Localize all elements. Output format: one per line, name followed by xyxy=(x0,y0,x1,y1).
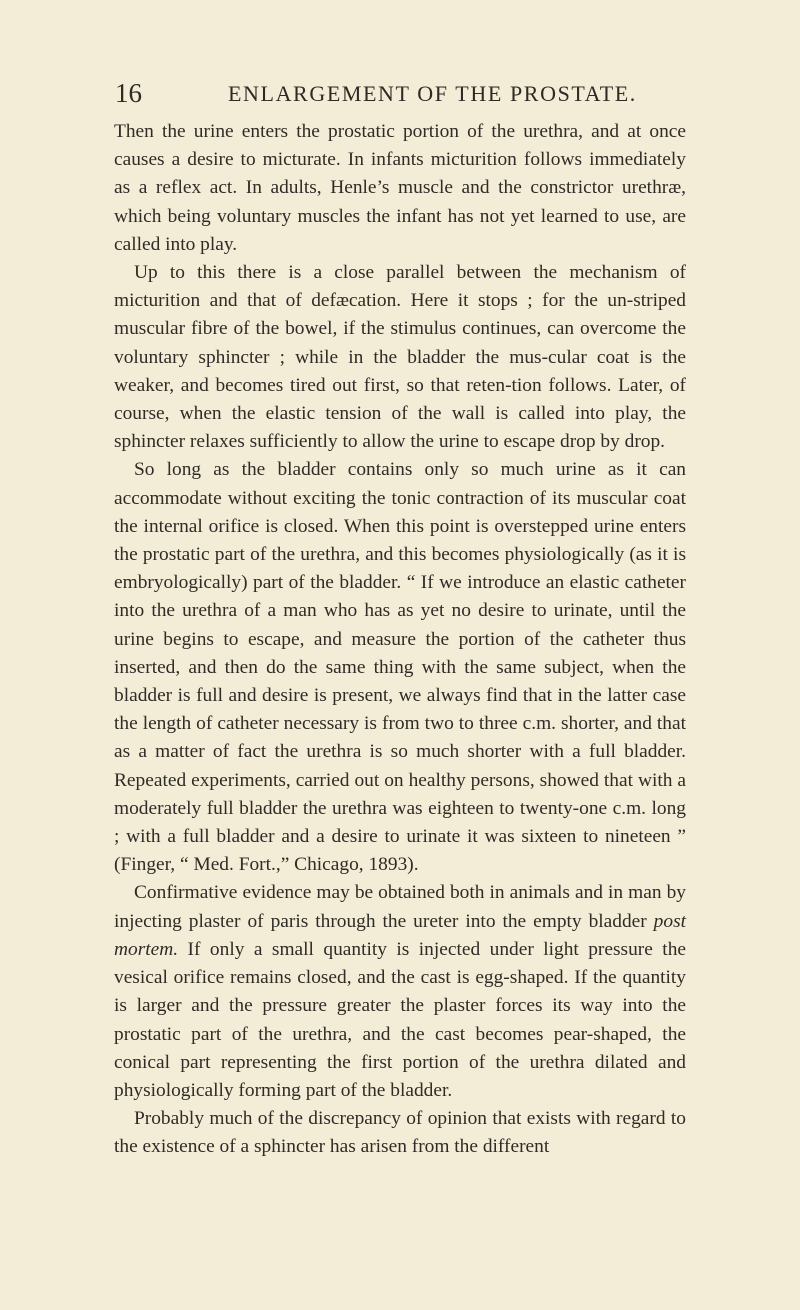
paragraph-4 xyxy=(114,879,686,1105)
paragraph-1: Then the urine enters the prostatic portion of the urethra, and at once causes a desire to micturate. In infants micturition follows immediately as a reflex act. In adults, Henle’s muscle and the constrictor urethræ, which being voluntary muscles the infant has not yet learned to use, are called into play. xyxy=(114,121,686,255)
body-text xyxy=(114,118,686,1162)
page-header xyxy=(115,78,715,114)
running-title: ENLARGEMENT OF THE PROSTATE. xyxy=(228,81,637,106)
paragraph-4-end: If only a small quantity is injected under light pressure the vesical orifice remains closed, and the cast is egg-shaped. If the quantity is larger and the pressure greater the plaster forces its way into the prostatic part of the urethra, and the cast becomes pear-shaped, the conical part representing the first portion of the urethra dilated and physiologically forming part of the bladder. xyxy=(114,938,686,1101)
paragraph-5: Probably much of the discrepancy of opinion that exists with regard to the existence of a sphincter has arisen from the different xyxy=(114,1108,686,1158)
paragraph-3: So long as the bladder contains only so much urine as it can accommodate without exciting the tonic contraction of its muscular coat the internal orifice is closed. When this point is overstepped urine enters the prostatic part of the urethra, and this becomes physiologically (as it is embryologically) part of the bladder. “ If we introduce an elastic catheter into the urethra of a man who has as yet no desire to urinate, until the urine begins to escape, and measure the portion of the catheter thus inserted, and then do the same thing with the same subject, when the bladder is full and desire is present, we always find that in the latter case the length of catheter necessary is from two to three c.m. shorter, and that as a matter of fact the urethra is so much shorter with a full bladder. Repeated experiments, carried out on healthy persons, showed that with a moderately full bladder the urethra was eighteen to twenty-one c.m. long ; with a full bladder and a desire to urinate it was sixteen to nineteen ” (Finger, “ Med. Fort.,” Chicago, 1893). xyxy=(114,459,686,876)
italic-post-mortem: post mortem. xyxy=(114,910,686,960)
paragraph-4-start: Confirmative evidence may be obtained both in animals and in man by injecting plaster of paris through the ureter into the empty bladder xyxy=(114,882,686,932)
page-number: 16 xyxy=(115,78,142,108)
paragraph-2: Up to this there is a close parallel between the mechanism of micturition and that of defæcation. Here it stops ; for the un-striped muscular fibre of the bowel, if the stimulus continues, can overcome the voluntary sphincter ; while in the bladder the mus-cular coat is the weaker, and becomes tired out first, so that reten-tion follows. Later, of course, when the elastic tension of the wall is called into play, the sphincter relaxes sufficiently to allow the urine to escape drop by drop. xyxy=(114,262,686,453)
